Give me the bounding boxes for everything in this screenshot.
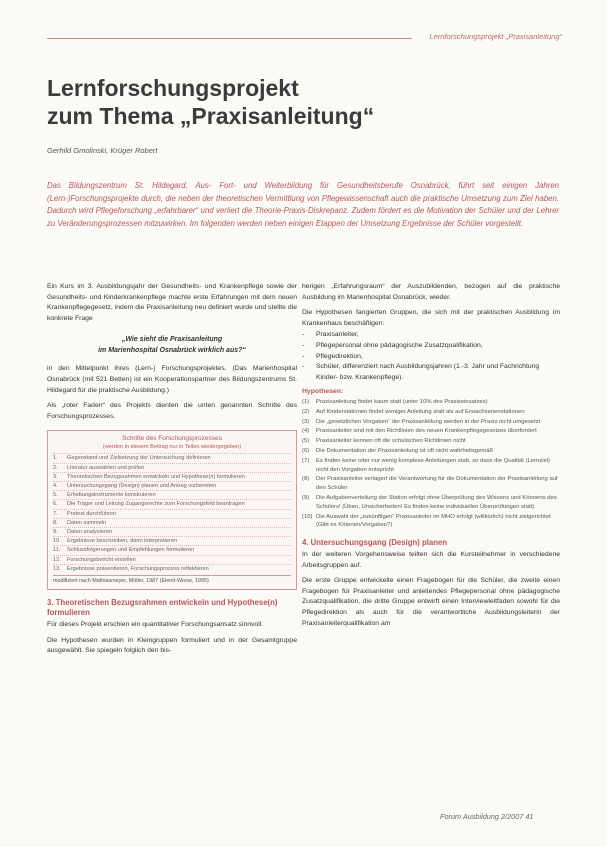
step-number: 9. [53, 528, 58, 535]
step-text: Die Träger und Leitung Zugangsrechte zum Forschungsfeld beantragen [67, 501, 245, 508]
group-text: Praxisanleiter, [316, 331, 359, 339]
section-3-heading: 3. Theoretischen Bezugsrahmen entwickeln und Hypothese(n) formulieren [47, 597, 278, 617]
step-item [53, 463, 291, 472]
step-item [53, 481, 291, 490]
hypothesis-text: Die Aufgabenverteilung der Station erfolgt ohne Überprüfung des Wissens und Könnens des Schülers! (Üben, Unsicherheiten! Es finden keine individuellen Überprüfungen statt) [316, 494, 557, 510]
hypothesis-number: (5) [302, 438, 310, 445]
hypothesis-text: Praxisanleiter kennen oft die schulischen Richtlinien nicht [316, 438, 466, 445]
hypothesis-number: (2) [302, 408, 310, 415]
step-item [53, 499, 291, 508]
page-footer: Forum Ausbildung 2/2007 41 [440, 812, 534, 821]
dash-bullet: - [302, 352, 305, 360]
hypothesis-text: Der Praxisanleiter verlagert die Verantwortung für die Dokumentation der Praxisanleitung auf den Schüler [316, 476, 558, 492]
section-4-heading: 4. Untersuchungsgang (Design) planen [302, 538, 448, 548]
left-paragraph-4: Für dieses Projekt erschien ein quantitativer Forschungsansatz sinnvoll. [47, 620, 264, 628]
step-text: Gegenstand und Zielsetzung der Untersuchung definieren [67, 455, 211, 462]
hypothesis-number: (9) [302, 494, 310, 501]
step-text: Erhebungsinstrumente konstruieren [67, 492, 156, 499]
hypothesis-text: Praxisanleiter sind mit den Richtlinien des neuen Krankenpflegegesetzes überfordert [316, 428, 537, 435]
step-number: 8. [53, 519, 58, 526]
header-rule [47, 38, 412, 39]
step-number: 6. [53, 501, 58, 508]
research-question [47, 334, 297, 356]
step-item [53, 555, 291, 564]
right-paragraph-3: In der weiteren Vorgehensweise teilten sich die Kursteilnehmer in verschiedene Arbeitsgruppen auf. [302, 551, 560, 569]
step-item [53, 545, 291, 554]
step-number: 1. [53, 455, 58, 462]
group-item [302, 352, 560, 363]
left-paragraph-1: Ein Kurs im 3. Ausbildungsjahr der Gesundheits- und Krankenpflege sowie der Gesundheits- und Kinderkrankenpflege machte erste Erfahrungen mit dem neuen Krankenpflegegesetz, indem die Praxisanleitung neu definiert wurde und stellte die konkrete Frage [47, 283, 297, 322]
hypothesis-text: Praxisanleitung findet kaum statt (unter 10% des Praxiseinsatzes) [316, 398, 488, 405]
step-text: Pretest durchführen [67, 510, 117, 517]
hypothesis-item [302, 475, 560, 493]
group-text: Pflegedirektion, [316, 352, 363, 360]
hypothesis-number: (7) [302, 457, 310, 464]
box-title: Schritte des Forschungsprozesses [122, 435, 222, 443]
hypothesis-item [302, 447, 560, 456]
step-text: Forschungsbericht erstellen [67, 556, 136, 563]
right-paragraph-2: Die Hypothesen fangierten Gruppen, die sich mit der praktischen Ausbildung im Krankenhaus beschäftigen: [302, 309, 560, 327]
hypothesis-item [302, 513, 560, 531]
left-paragraph-2: in den Mittelpunkt ihres (Lern-) Forschungsprojektes. (Das Marienhospital Osnabrück (mit 521 Betten) ist ein Kooperationspartner des Bildungszentrums St. Hildegard für die praktische Ausbildung.) [47, 365, 297, 394]
step-number: 7. [53, 510, 58, 517]
step-item [53, 518, 291, 527]
steps-list [53, 453, 291, 573]
hypothesis-item [302, 418, 560, 427]
group-item [302, 330, 560, 341]
research-question-line-2: im Marienhospital Osnabrück wirklich aus?“ [98, 347, 246, 355]
step-item [53, 536, 291, 545]
box-subtitle: (werden in diesem Beitrag nur in Teilen wiedergegeben) [102, 444, 242, 451]
step-number: 5. [53, 492, 58, 499]
right-paragraph-4: Die erste Gruppe entwickelte einen Fragebogen für die Schüler, die zweite einen Fragebogen für Praxisanleiter und anleitendes Pflegepersonal ohne pädagogische Zusatzqualifikation, die dritte Gruppe entwirft einen Interviewleitfaden sowohl für die Pflegedirektion als auch für die verantwortliche Ausbildungsleiterin der Praxisanleiterqualifikation am [302, 577, 560, 627]
dash-bullet: - [302, 363, 305, 371]
article-title [47, 74, 527, 130]
step-item [53, 527, 291, 536]
step-text: Ergebnisse präsentieren, Forschungsprozess reflektieren [67, 565, 209, 572]
step-text: Schlussfolgerungen und Empfehlungen formulieren [67, 547, 195, 554]
group-text: Pflegepersonal ohne pädagogische Zusatzqualifikation, [316, 341, 483, 349]
research-steps-box [47, 430, 297, 590]
hypothesis-number: (8) [302, 476, 310, 483]
step-number: 2. [53, 464, 58, 471]
dash-bullet: - [302, 331, 305, 339]
hypothesis-text: Auf Kinderstationen findet weniger Anleitung statt als auf Erwachsenenstationen [316, 408, 525, 415]
step-number: 10. [53, 538, 61, 545]
hypothesis-text: Es finden keine oder nur wenig komplexe Anleitungen statt, so dass die Qualität (Lernziel) nicht den Vorgaben entspricht [316, 457, 551, 473]
title-line-2: zum Thema „Praxisanleitung“ [47, 103, 375, 129]
running-header-text: Lernforschungsprojekt „Praxisanleitung“ [429, 32, 562, 41]
hypothesis-text: Die Dokumentation der Praxisanleitung ist oft nicht wahrheitsgemäß [316, 447, 494, 454]
step-text: Daten analysieren [67, 528, 113, 535]
step-number: 3. [53, 473, 58, 480]
left-column [47, 282, 297, 662]
step-item [53, 472, 291, 481]
dash-bullet: - [302, 341, 305, 349]
title-line-1: Lernforschungsprojekt [47, 75, 299, 101]
box-source: modifiziert nach Mathiasmeyer, Müller, 1987 (Elend-Wiese, 1995) [53, 575, 291, 585]
step-item [53, 564, 291, 573]
hypothesis-item [302, 427, 560, 436]
left-paragraph-5: Die Hypothesen wurden in Kleingruppen formuliert und in der Gesamtgruppe ausgewählt. Sie spiegeln folglich den bis- [47, 636, 297, 655]
right-column [302, 282, 560, 634]
step-text: Daten sammeln [67, 519, 107, 526]
hypothesis-item [302, 408, 560, 417]
step-item [53, 490, 291, 499]
hypothesis-item [302, 398, 560, 407]
hypothesis-text: Die „gesetzlichen Vorgaben“ der Praxisanleitung werden in der Praxis nicht umgesetzt [316, 418, 541, 425]
step-number: 12. [53, 556, 61, 563]
authors: Gerhild Gmolinski, Krüger Robert [47, 146, 158, 155]
group-text: Schüler, differenziert nach Ausbildungsjahren (1.-3. Jahr und Fachrichtung Kinder- bzw. Krankenpflege). [316, 363, 540, 381]
step-text: Literatur auswählen und prüfen [67, 464, 145, 471]
groups-list [302, 330, 560, 383]
right-paragraph-1: herigen „Erfahrungsraum“ der Auszubildenden, bezogen auf die praktische Ausbildung im Marienhospital Osnabrück, wieder. [302, 283, 560, 301]
step-text: Theoretischen Bezugsrahmen entwickeln und Hypothese(n) formulieren [67, 473, 245, 480]
hypothesis-number: (10) [302, 513, 313, 520]
abstract: Das Bildungszentrum St. Hildegard, Aus- Fort- und Weiterbildung für Gesundheitsberufe Osnabrück, führt seit einigen Jahren (Lern-)Forschungsprojekte durch, die neben der theoretischen Vermittlung von Pflegewissenschaft auch die praktische Umsetzung zum Ziel haben. Dadurch wird Pflegeforschung „erfahrbarer“ und verliert die Theorie-Praxis-Diskrepanz. Zudem fördert es die Motivation der Schüler und der Lehrer zu Veränderungsprozessen mitzuwirken. Im folgenden werden neben einigen Etappen der Umsetzung Ergebnisse der Schüler vorgestellt. [47, 181, 559, 228]
step-item [53, 453, 291, 462]
hypotheses-list [302, 398, 560, 530]
hypothesis-text: Die Auswahl der „zukünftigen“ Praxisanleiter im MHO erfolgt (willkürlich) nicht zielgerichtet (Gibt es Kriterien/Vorgaben?) [316, 513, 551, 529]
hypothesis-item [302, 437, 560, 446]
group-item [302, 341, 560, 352]
step-text: Untersuchungsgang (Design) planen und Antrag vorbereiten [67, 482, 217, 489]
hypothesis-item [302, 457, 560, 475]
hypothesis-number: (1) [302, 398, 310, 405]
group-item [302, 362, 560, 383]
hypothesis-item [302, 494, 560, 512]
step-item [53, 509, 291, 518]
research-question-line-1: „Wie sieht die Praxisanleitung [121, 336, 223, 344]
left-paragraph-3: Als „roter Faden“ des Projekts dienten die unten genannten Schritte des Forschungsprozesses. [47, 402, 297, 420]
step-number: 13. [53, 565, 61, 572]
hypothesis-number: (3) [302, 418, 310, 425]
running-header [47, 32, 562, 44]
step-number: 4. [53, 482, 58, 489]
hypothesis-number: (6) [302, 447, 310, 454]
hypotheses-heading: Hypothesen: [302, 388, 344, 396]
step-number: 11. [53, 547, 61, 554]
hypothesis-number: (4) [302, 428, 310, 435]
step-text: Ergebnisse beschreiben, dann interpretieren [67, 538, 178, 545]
